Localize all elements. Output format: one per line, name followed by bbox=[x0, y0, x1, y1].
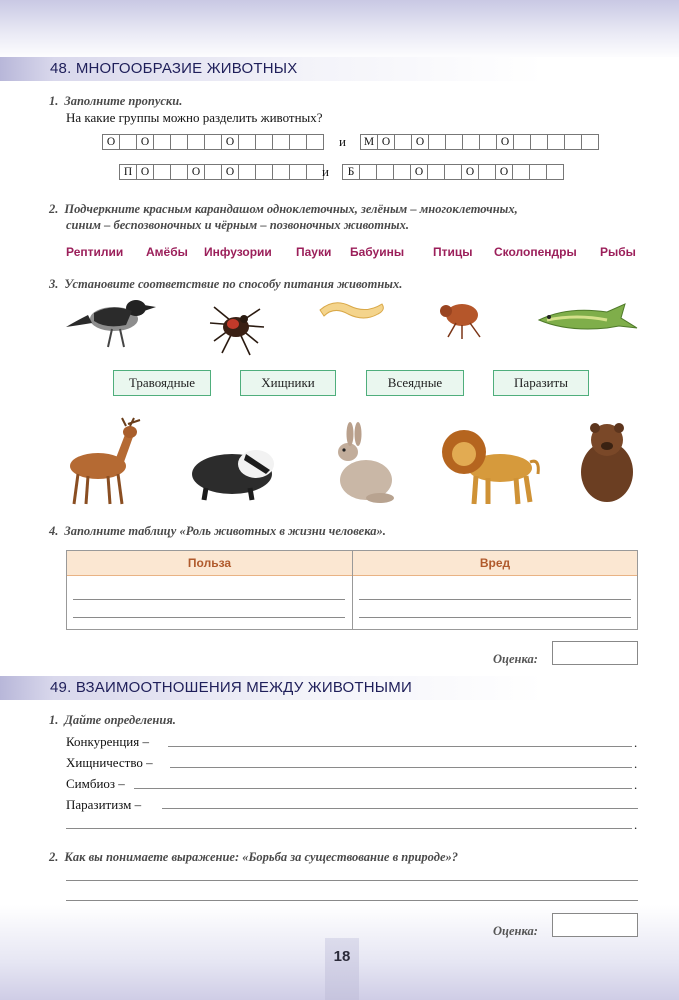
section-49-title: 49. ВЗАИМООТНОШЕНИЯ МЕЖДУ ЖИВОТНЫМИ bbox=[50, 679, 412, 696]
answer-line[interactable] bbox=[66, 900, 638, 901]
period: . bbox=[634, 735, 638, 750]
letter-cell[interactable] bbox=[513, 134, 531, 150]
letter-cell[interactable] bbox=[512, 164, 530, 180]
task-49-2-instruction: 2. Как вы понимаете выражение: «Борьба за существование в природе»? bbox=[49, 850, 459, 864]
role-table bbox=[66, 550, 638, 630]
letter-cell[interactable] bbox=[255, 164, 273, 180]
letter-cell[interactable] bbox=[153, 134, 171, 150]
answer-line[interactable] bbox=[359, 617, 631, 618]
answer-line[interactable] bbox=[66, 828, 632, 829]
letter-cell[interactable] bbox=[289, 134, 307, 150]
section-48-title: 48. МНОГООБРАЗИЕ ЖИВОТНЫХ bbox=[50, 60, 298, 77]
hare-picture bbox=[330, 424, 398, 506]
letter-cell[interactable] bbox=[529, 164, 547, 180]
letter-cell[interactable]: О bbox=[461, 164, 479, 180]
bear-picture bbox=[579, 418, 635, 504]
letter-cell[interactable] bbox=[119, 134, 137, 150]
answer-line[interactable] bbox=[170, 767, 632, 768]
tick-picture bbox=[206, 297, 266, 355]
diet-box-herbivores[interactable]: Травоядные bbox=[113, 370, 211, 396]
animal-word[interactable]: Амёбы bbox=[146, 245, 188, 259]
letter-cell[interactable] bbox=[564, 134, 582, 150]
letter-cell[interactable] bbox=[530, 134, 548, 150]
letter-cell[interactable] bbox=[444, 164, 462, 180]
animal-word[interactable]: Бабуины bbox=[350, 245, 405, 259]
task-2-instruction-line2: синим – беспозвоночных и чёрным – позвоночных животных. bbox=[66, 218, 409, 232]
letter-cell[interactable]: О bbox=[221, 134, 239, 150]
letter-cell[interactable]: О bbox=[411, 134, 429, 150]
letter-cell[interactable] bbox=[581, 134, 599, 150]
letter-cell[interactable] bbox=[153, 164, 171, 180]
letter-cell[interactable]: П bbox=[119, 164, 137, 180]
letter-cell[interactable]: О bbox=[410, 164, 428, 180]
answer-line[interactable] bbox=[168, 746, 632, 747]
letter-cell[interactable]: О bbox=[377, 134, 395, 150]
letter-cell[interactable] bbox=[479, 134, 497, 150]
letter-cell[interactable]: О bbox=[102, 134, 120, 150]
letter-cell[interactable] bbox=[359, 164, 377, 180]
term-predation: Хищничество – bbox=[66, 755, 153, 770]
answer-line[interactable] bbox=[73, 617, 345, 618]
conjunction: и bbox=[322, 164, 329, 179]
animal-word[interactable]: Сколопендры bbox=[494, 245, 577, 259]
answer-line[interactable] bbox=[66, 880, 638, 881]
task-1-instruction: 1. Заполните пропуски. bbox=[49, 94, 183, 108]
letter-cell[interactable] bbox=[445, 134, 463, 150]
term-competition: Конкуренция – bbox=[66, 734, 149, 749]
term-parasitism: Паразитизм – bbox=[66, 797, 142, 812]
worm-picture bbox=[316, 296, 388, 326]
badger-picture bbox=[186, 444, 278, 502]
period: . bbox=[634, 817, 638, 832]
diet-box-predators[interactable]: Хищники bbox=[240, 370, 336, 396]
letter-cell[interactable] bbox=[376, 164, 394, 180]
grade-label: Оценка: bbox=[493, 652, 538, 666]
term-symbiosis: Симбиоз – bbox=[66, 776, 125, 791]
grade-box[interactable] bbox=[552, 913, 638, 937]
lion-picture bbox=[440, 418, 540, 506]
animal-word[interactable]: Инфузории bbox=[204, 245, 272, 259]
table-header-benefit: Польза bbox=[67, 551, 352, 576]
letter-cell[interactable]: О bbox=[495, 164, 513, 180]
letter-cell[interactable]: О bbox=[136, 164, 154, 180]
letter-cell[interactable] bbox=[238, 164, 256, 180]
table-divider bbox=[352, 551, 353, 629]
animal-word[interactable]: Пауки bbox=[296, 245, 332, 259]
letter-cell[interactable]: О bbox=[221, 164, 239, 180]
letter-cell[interactable] bbox=[255, 134, 273, 150]
animal-word[interactable]: Рыбы bbox=[600, 245, 636, 259]
page-number: 18 bbox=[333, 948, 351, 965]
top-gradient bbox=[0, 0, 679, 60]
grade-box[interactable] bbox=[552, 641, 638, 665]
table-header-harm: Вред bbox=[353, 551, 637, 576]
animal-word[interactable]: Птицы bbox=[433, 245, 473, 259]
letter-cell[interactable] bbox=[238, 134, 256, 150]
letter-cell[interactable] bbox=[427, 164, 445, 180]
letter-cell[interactable]: О bbox=[136, 134, 154, 150]
period: . bbox=[634, 777, 638, 792]
grade-label: Оценка: bbox=[493, 924, 538, 938]
letter-cell[interactable] bbox=[428, 134, 446, 150]
letter-cell[interactable] bbox=[478, 164, 496, 180]
task-3-instruction: 3. Установите соответствие по способу питания животных. bbox=[49, 277, 403, 291]
task-4-instruction: 4. Заполните таблицу «Роль животных в жизни человека». bbox=[49, 524, 386, 538]
conjunction: и bbox=[339, 134, 346, 149]
answer-line[interactable] bbox=[162, 808, 638, 809]
letter-cell[interactable] bbox=[170, 134, 188, 150]
flea-picture bbox=[436, 297, 486, 339]
diet-box-parasites[interactable]: Паразиты bbox=[493, 370, 589, 396]
answer-line[interactable] bbox=[359, 599, 631, 600]
letter-cell[interactable] bbox=[547, 134, 565, 150]
crow-picture bbox=[66, 295, 156, 353]
letter-cell[interactable] bbox=[394, 134, 412, 150]
letter-cell[interactable] bbox=[204, 164, 222, 180]
task-2-instruction: 2. Подчеркните красным карандашом одноклеточных, зелёным – многоклеточных, bbox=[49, 202, 518, 216]
period: . bbox=[634, 756, 638, 771]
animal-word[interactable]: Рептилии bbox=[66, 245, 124, 259]
task-49-1-instruction: 1. Дайте определения. bbox=[49, 713, 176, 727]
letter-cell[interactable] bbox=[187, 134, 205, 150]
pike-picture bbox=[537, 298, 641, 338]
letter-cell[interactable]: М bbox=[360, 134, 378, 150]
letter-cell[interactable] bbox=[272, 164, 290, 180]
letter-cell[interactable]: О bbox=[187, 164, 205, 180]
letter-cell[interactable] bbox=[170, 164, 188, 180]
diet-box-omnivores[interactable]: Всеядные bbox=[366, 370, 464, 396]
letter-cell[interactable] bbox=[204, 134, 222, 150]
letter-cell[interactable] bbox=[306, 134, 324, 150]
letter-cell[interactable]: Б bbox=[342, 164, 360, 180]
letter-cell[interactable] bbox=[546, 164, 564, 180]
task-1-question: На какие группы можно разделить животных? bbox=[66, 110, 323, 125]
letter-cell[interactable] bbox=[272, 134, 290, 150]
letter-cell[interactable] bbox=[393, 164, 411, 180]
letter-cell[interactable] bbox=[462, 134, 480, 150]
letter-cell[interactable]: О bbox=[496, 134, 514, 150]
letter-cell[interactable] bbox=[289, 164, 307, 180]
answer-line[interactable] bbox=[134, 788, 632, 789]
deer-picture bbox=[64, 418, 140, 506]
answer-line[interactable] bbox=[73, 599, 345, 600]
